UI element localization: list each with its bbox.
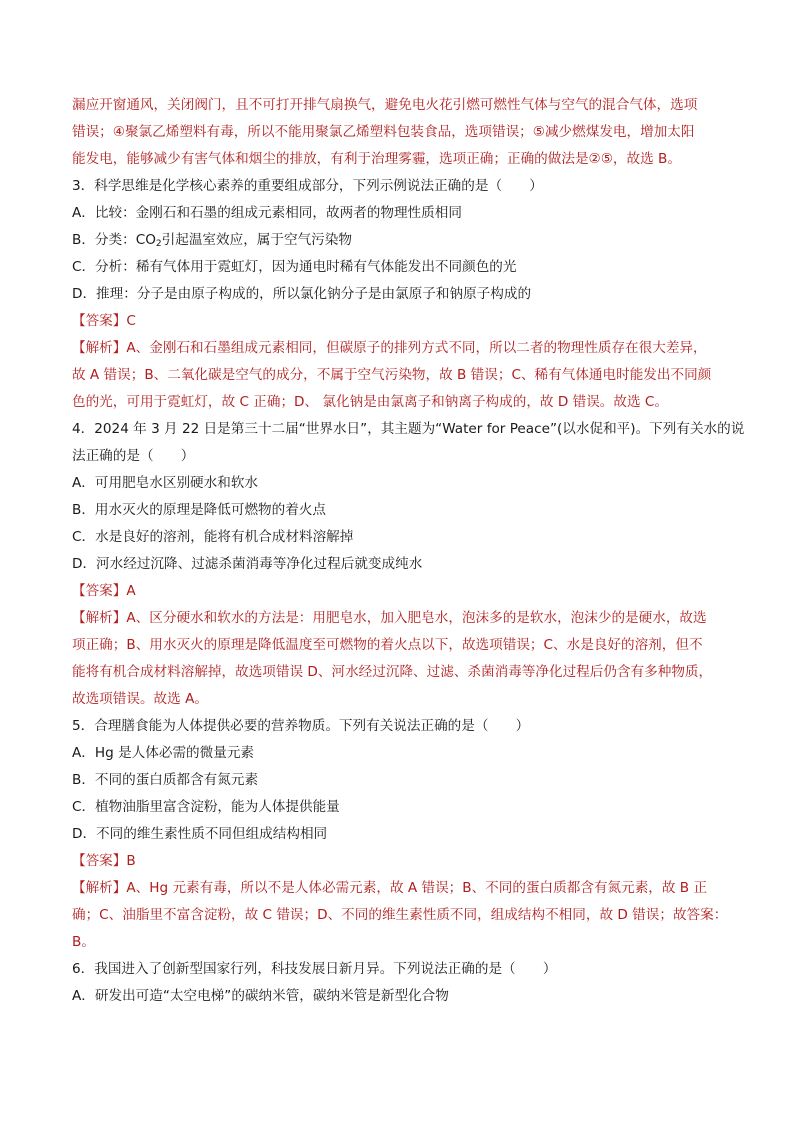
question-3-option-b: [72, 227, 732, 254]
explanation-continuation-line: 漏应开窗通风，关闭阀门，且不可打开排气扇换气，避免电火花引燃可燃性气体与空气的混合气体，选项: [72, 97, 698, 113]
question-5-explanation: 确；C、油脂里不富含淀粉，故 C 错误；D、不同的维生素性质不同，组成结构不相同，故 D 错误；故答案：: [72, 907, 728, 923]
question-3-option-a: A．比较：金刚石和石墨的组成元素相同，故两者的物理性质相同: [72, 205, 462, 221]
question-3-explanation: 色的光，可用于霓虹灯，故 C 正确；D、 氯化钠是由氯离子和钠离子构成的，故 D 错误。故选 C。: [72, 394, 668, 410]
option-b-suffix: 引起温室效应，属于空气污染物: [161, 232, 352, 248]
question-3-answer: 【答案】C: [72, 313, 136, 329]
question-5-explanation: B。: [72, 934, 95, 950]
question-4-stem: 4．2024 年 3 月 22 日是第三十二届“世界水日”，其主题为“Water for Peace”(以水促和平)。下列有关水的说: [72, 421, 745, 437]
question-3-explanation: 【解析】A、金刚石和石墨组成元素相同，但碳原子的排列方式不同，所以二者的物理性质存在很大差异，: [72, 340, 707, 356]
question-4-explanation: 故选项错误。故选 A。: [72, 691, 208, 707]
question-4-stem: 法正确的是（ ）: [72, 448, 195, 464]
question-6-stem: 6．我国进入了创新型国家行列，科技发展日新月异。下列说法正确的是（ ）: [72, 961, 557, 977]
question-4-option-a: A．可用肥皂水区别硬水和软水: [72, 475, 259, 491]
question-3-explanation: 故 A 错误；B、二氧化碳是空气的成分，不属于空气污染物，故 B 错误；C、稀有气体通电时能发出不同颜: [72, 367, 712, 383]
document-page: [72, 92, 745, 1010]
question-4-option-c: C．水是良好的溶剂，能将有机合成材料溶解掉: [72, 529, 354, 545]
question-5-option-b: B．不同的蛋白质都含有氮元素: [72, 772, 259, 788]
question-4-answer: 【答案】A: [72, 583, 136, 599]
question-4-explanation: 能将有机合成材料溶解掉，故选项错误 D、河水经过沉降、过滤、杀菌消毒等净化过程后仍含有多种物质，: [72, 664, 713, 680]
question-3-option-c: C．分析：稀有气体用于霓虹灯，因为通电时稀有气体能发出不同颜色的光: [72, 259, 517, 275]
explanation-continuation-line: 错误；④聚氯乙烯塑料有毒，所以不能用聚氯乙烯塑料包装食品，选项错误；⑤减少燃煤发电，增加太阳: [72, 124, 695, 140]
question-5-option-c: C．植物油脂里富含淀粉，能为人体提供能量: [72, 799, 340, 815]
question-4-option-b: B．用水灭火的原理是降低可燃物的着火点: [72, 502, 327, 518]
question-4-explanation: 项正确；B、用水灭火的原理是降低温度至可燃物的着火点以下，故选项错误；C、水是良好的溶剂，但不: [72, 637, 703, 653]
question-5-explanation: 【解析】A、Hg 元素有毒，所以不是人体必需元素，故 A 错误；B、不同的蛋白质都含有氮元素，故 B 正: [72, 880, 708, 896]
question-5-option-a: A．Hg 是人体必需的微量元素: [72, 745, 255, 761]
question-3-stem: 3．科学思维是化学核心素养的重要组成部分，下列示例说法正确的是（ ）: [72, 178, 543, 194]
question-5-stem: 5．合理膳食能为人体提供必要的营养物质。下列有关说法正确的是（ ）: [72, 718, 530, 734]
question-5-answer: 【答案】B: [72, 853, 136, 869]
question-6-option-a: A．研发出可造“太空电梯”的碳纳米管，碳纳米管是新型化合物: [72, 988, 449, 1004]
question-5-option-d: D．不同的维生素性质不同但组成结构相同: [72, 826, 328, 842]
explanation-continuation-line: 能发电，能够减少有害气体和烟尘的排放，有利于治理雾霾，选项正确；正确的做法是②⑤，故选 B。: [72, 151, 681, 167]
option-b-prefix: B．分类：CO: [72, 232, 156, 248]
co2-subscript: 2: [155, 239, 162, 249]
question-4-explanation: 【解析】A、区分硬水和软水的方法是：用肥皂水，加入肥皂水，泡沫多的是软水，泡沫少的是硬水，故选: [72, 610, 707, 626]
question-3-option-d: D．推理：分子是由原子构成的，所以氯化钠分子是由氯原子和钠原子构成的: [72, 286, 532, 302]
question-4-option-d: D．河水经过沉降、过滤杀菌消毒等净化过程后就变成纯水: [72, 556, 423, 572]
